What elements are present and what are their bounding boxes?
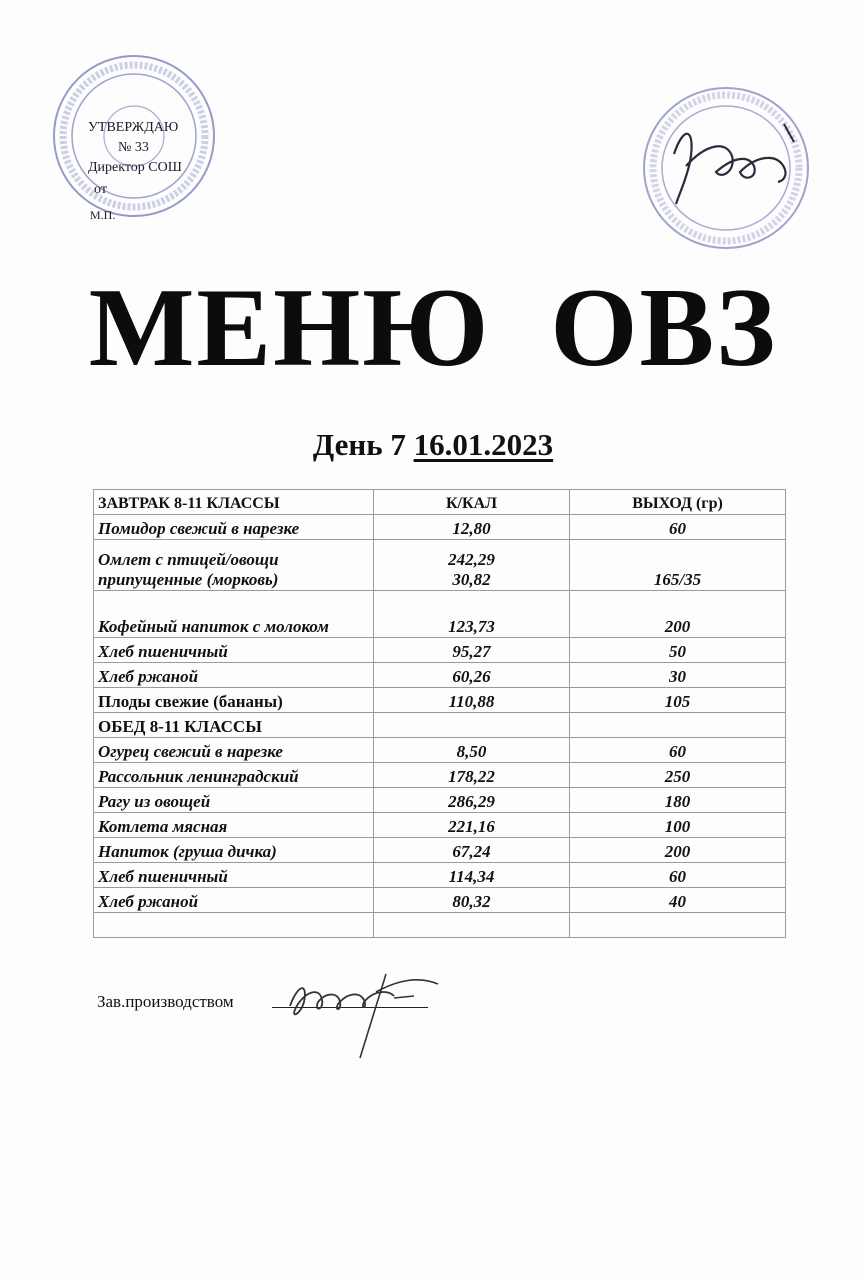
table-row — [94, 788, 786, 813]
dish-weight: 40 — [570, 888, 786, 913]
dish-kcal-part-1: 242,29 — [448, 550, 495, 569]
dish-kcal: 114,34 — [374, 863, 570, 888]
dish-weight: 105 — [570, 688, 786, 713]
dish-name: Огурец свежий в нарезке — [94, 738, 374, 763]
table-header-row — [94, 490, 786, 515]
table-row — [94, 838, 786, 863]
table-row — [94, 663, 786, 688]
weight-header: ВЫХОД (гр) — [570, 490, 786, 515]
lunch-header-row — [94, 713, 786, 738]
empty-cell — [570, 713, 786, 738]
round-seal-icon — [48, 48, 218, 228]
dish-kcal: 123,73 — [374, 591, 570, 638]
table-row — [94, 688, 786, 713]
page-title: МЕНЮ ОВЗ — [88, 266, 778, 390]
dish-weight: 200 — [570, 591, 786, 638]
dish-name: Рагу из овощей — [94, 788, 374, 813]
dish-name: Кофейный напиток с молоком — [94, 591, 374, 638]
dish-name: Хлеб ржаной — [94, 888, 374, 913]
dish-weight: 60 — [570, 515, 786, 540]
director-stamp — [636, 84, 812, 254]
empty-cell — [94, 913, 374, 938]
stamp-from-text: от — [94, 182, 107, 197]
table-row — [94, 888, 786, 913]
dish-kcal: 8,50 — [374, 738, 570, 763]
dish-kcal: 80,32 — [374, 888, 570, 913]
dish-weight: 60 — [570, 738, 786, 763]
dish-kcal: 12,80 — [374, 515, 570, 540]
handwritten-signature-icon — [268, 962, 448, 1062]
dish-weight: 50 — [570, 638, 786, 663]
dish-name: Котлета мясная — [94, 813, 374, 838]
dish-weight: 60 — [570, 863, 786, 888]
table-row — [94, 813, 786, 838]
breakfast-header: ЗАВТРАК 8-11 КЛАССЫ — [94, 490, 374, 515]
day-label: День 7 — [312, 427, 406, 462]
dish-kcal: 221,16 — [374, 813, 570, 838]
dish-name: Хлеб ржаной — [94, 663, 374, 688]
dish-name: Хлеб пшеничный — [94, 638, 374, 663]
dish-name: Омлет с птицей/овощи припущенные (морковь) — [94, 540, 374, 591]
kcal-header: К/КАЛ — [374, 490, 570, 515]
dish-kcal-part-2: 30,82 — [452, 570, 491, 589]
table-row — [94, 540, 786, 591]
dish-name: Помидор свежий в нарезке — [94, 515, 374, 540]
dish-weight: 250 — [570, 763, 786, 788]
dish-name: Напиток (груша дичка) — [94, 838, 374, 863]
dish-weight: 180 — [570, 788, 786, 813]
empty-cell — [570, 913, 786, 938]
table-row — [94, 515, 786, 540]
dish-weight: 100 — [570, 813, 786, 838]
menu-date: 16.01.2023 — [413, 427, 554, 462]
round-seal-signature-icon — [636, 84, 812, 254]
lunch-header: ОБЕД 8-11 КЛАССЫ — [94, 713, 374, 738]
dish-weight: 30 — [570, 663, 786, 688]
empty-row — [94, 913, 786, 938]
dish-name: Хлеб пшеничный — [94, 863, 374, 888]
table-row — [94, 863, 786, 888]
approval-stamp — [48, 48, 218, 228]
dish-name: Рассольник ленинградский — [94, 763, 374, 788]
dish-kcal: 60,26 — [374, 663, 570, 688]
dish-kcal: 95,27 — [374, 638, 570, 663]
dish-kcal: 110,88 — [374, 688, 570, 713]
table-row — [94, 591, 786, 638]
dish-weight: 165/35 — [570, 540, 786, 591]
production-manager-label: Зав.производством — [97, 992, 234, 1011]
table-row — [94, 763, 786, 788]
empty-cell — [374, 713, 570, 738]
dish-kcal: 178,22 — [374, 763, 570, 788]
stamp-director-text: Директор СОШ — [88, 160, 182, 175]
dish-kcal: 67,24 — [374, 838, 570, 863]
menu-day — [0, 427, 866, 463]
stamp-mp-text: М.П. — [90, 208, 116, 222]
dish-name: Плоды свежие (бананы) — [94, 688, 374, 713]
table-row — [94, 638, 786, 663]
stamp-number-text: № 33 — [118, 140, 149, 155]
menu-table — [93, 489, 786, 938]
stamp-approve-text: УТВЕРЖДАЮ — [88, 120, 179, 135]
dish-kcal: 286,29 — [374, 788, 570, 813]
dish-weight: 200 — [570, 838, 786, 863]
empty-cell — [374, 913, 570, 938]
dish-kcal — [374, 540, 570, 591]
table-row — [94, 738, 786, 763]
